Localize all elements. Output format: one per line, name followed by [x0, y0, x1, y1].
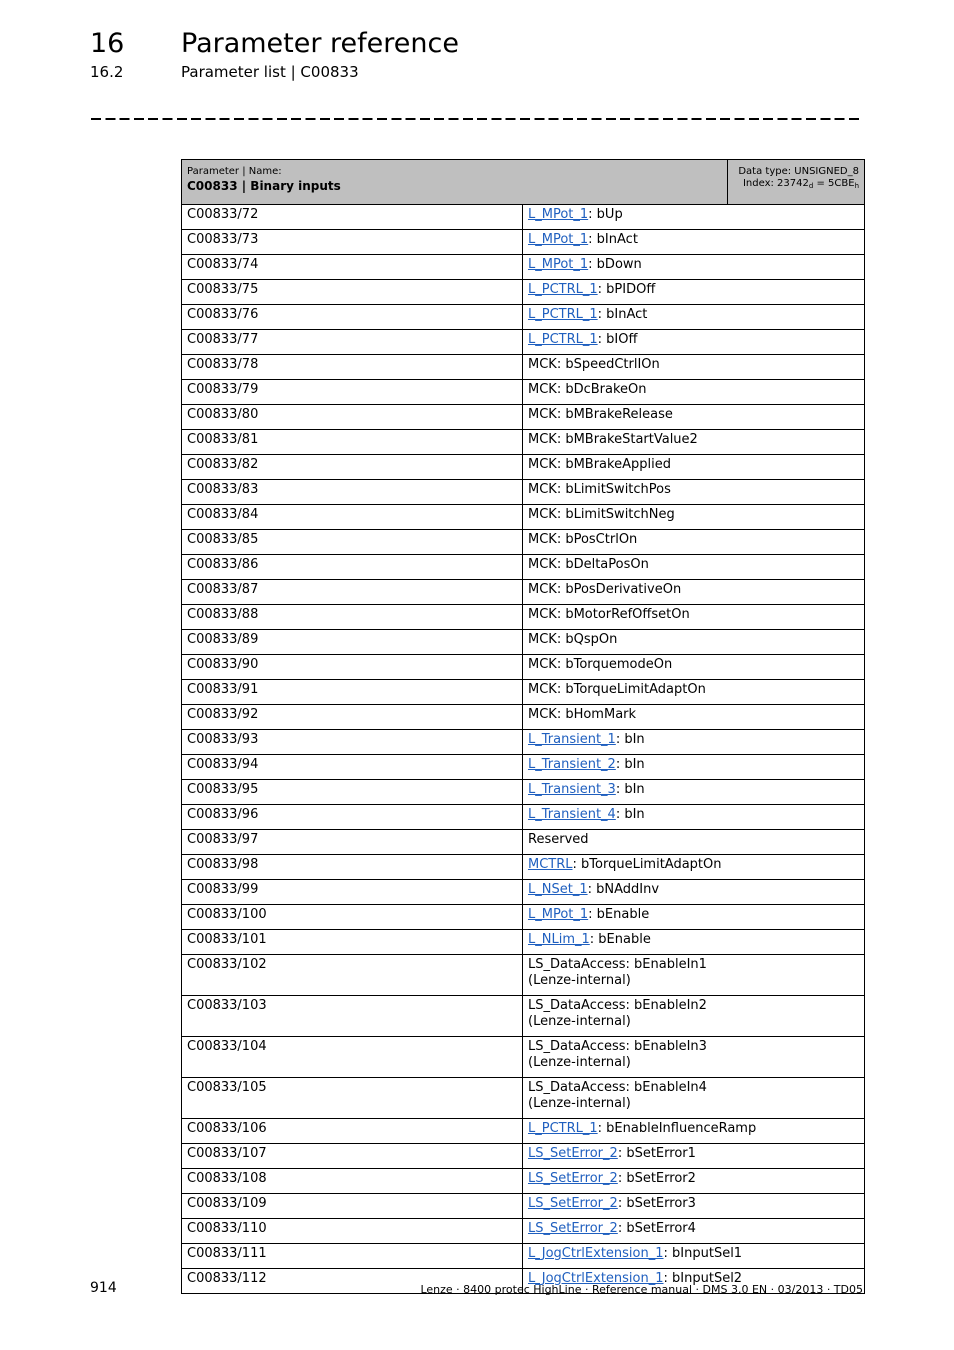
signal-name-text: : bInputSel1 [663, 1246, 743, 1261]
signal-name-text: MCK: bMBrakeRelease [528, 407, 673, 422]
parameter-cell: C00833/109 [182, 1194, 523, 1219]
signal-name-cell [523, 1144, 865, 1169]
function-block-link[interactable]: L_MPot_1 [528, 257, 589, 272]
signal-name-cell [523, 730, 865, 755]
table-row [182, 1078, 865, 1119]
section-number: 16.2 [90, 63, 124, 81]
parameter-cell: C00833/93 [182, 730, 523, 755]
parameter-cell: C00833/102 [182, 955, 523, 996]
function-block-link[interactable]: L_PCTRL_1 [528, 332, 598, 347]
table-row [182, 730, 865, 755]
table-row [182, 555, 865, 580]
function-block-link[interactable]: L_PCTRL_1 [528, 307, 598, 322]
data-type-header [728, 160, 865, 205]
parameter-cell: C00833/97 [182, 830, 523, 855]
signal-name-cell [523, 455, 865, 480]
table-row [182, 1037, 865, 1078]
table-row [182, 655, 865, 680]
signal-note-text: (Lenze-internal) [528, 1055, 631, 1070]
table-row [182, 505, 865, 530]
signal-name-cell [523, 755, 865, 780]
table-row [182, 805, 865, 830]
page-number: 914 [90, 1280, 117, 1296]
signal-name-text: : bIn [615, 782, 645, 797]
table-header-row [182, 160, 865, 205]
signal-note-text: (Lenze-internal) [528, 1014, 631, 1029]
signal-name-text: : bNAddInv [587, 882, 660, 897]
signal-name-cell [523, 255, 865, 280]
table-row [182, 480, 865, 505]
signal-name-text: : bSetError2 [617, 1171, 696, 1186]
parameter-cell: C00833/107 [182, 1144, 523, 1169]
signal-name-text: : bInputSel2 [663, 1271, 743, 1286]
function-block-link[interactable]: L_MPot_1 [528, 207, 589, 222]
signal-name-cell [523, 1244, 865, 1269]
signal-name-text: : bIn [615, 807, 645, 822]
signal-name-text: MCK: bQspOn [528, 632, 618, 647]
chapter-number: 16 [90, 28, 125, 59]
signal-name-cell [523, 555, 865, 580]
signal-name-text: MCK: bLimitSwitchPos [528, 482, 671, 497]
document-info: Lenze · 8400 protec HighLine · Reference manual · DMS 3.0 EN · 03/2013 · TD05 [420, 1283, 863, 1296]
table-row [182, 1194, 865, 1219]
signal-name-cell [523, 330, 865, 355]
signal-name-cell [523, 1078, 865, 1119]
parameter-cell: C00833/74 [182, 255, 523, 280]
signal-name-cell [523, 930, 865, 955]
function-block-link[interactable]: L_Transient_3 [528, 782, 616, 797]
parameter-table [181, 159, 865, 1294]
parameter-name-header [182, 160, 728, 205]
parameter-cell: C00833/95 [182, 780, 523, 805]
parameter-cell: C00833/77 [182, 330, 523, 355]
table-row [182, 930, 865, 955]
table-row [182, 1119, 865, 1144]
signal-name-text: MCK: bHomMark [528, 707, 637, 722]
parameter-cell: C00833/108 [182, 1169, 523, 1194]
function-block-link[interactable]: L_Transient_1 [528, 732, 616, 747]
function-block-link[interactable]: L_Transient_2 [528, 757, 616, 772]
parameter-cell: C00833/111 [182, 1244, 523, 1269]
function-block-link[interactable]: LS_SetError_2 [528, 1221, 618, 1236]
signal-name-text: MCK: bDeltaPosOn [528, 557, 649, 572]
parameter-cell: C00833/79 [182, 380, 523, 405]
table-row [182, 1219, 865, 1244]
function-block-link[interactable]: L_MPot_1 [528, 907, 589, 922]
index-label [728, 178, 859, 190]
parameter-cell: C00833/94 [182, 755, 523, 780]
signal-name-cell [523, 305, 865, 330]
function-block-link[interactable]: LS_SetError_2 [528, 1146, 618, 1161]
signal-name-text: MCK: bMotorRefOffsetOn [528, 607, 690, 622]
table-row [182, 996, 865, 1037]
signal-name-text: : bPIDOff [597, 282, 656, 297]
signal-name-text: : bDown [588, 257, 642, 272]
function-block-link[interactable]: L_JogCtrlExtension_1 [528, 1246, 664, 1261]
signal-name-cell [523, 655, 865, 680]
table-row [182, 1169, 865, 1194]
table-row [182, 630, 865, 655]
parameter-cell: C00833/103 [182, 996, 523, 1037]
table-row [182, 705, 865, 730]
signal-name-text: MCK: bPosCtrlOn [528, 532, 638, 547]
signal-name-cell [523, 880, 865, 905]
signal-name-cell [523, 505, 865, 530]
table-row [182, 605, 865, 630]
table-row [182, 305, 865, 330]
table-row [182, 905, 865, 930]
header-divider [91, 118, 861, 120]
signal-name-text: LS_DataAccess: bEnableIn4 [528, 1080, 707, 1095]
parameter-cell: C00833/90 [182, 655, 523, 680]
table-row [182, 1244, 865, 1269]
parameter-cell: C00833/99 [182, 880, 523, 905]
signal-name-text: : bEnable [588, 907, 650, 922]
signal-name-cell [523, 905, 865, 930]
parameter-cell: C00833/75 [182, 280, 523, 305]
signal-name-text: Reserved [528, 832, 589, 847]
signal-name-cell [523, 1194, 865, 1219]
function-block-link[interactable]: L_NSet_1 [528, 882, 588, 897]
parameter-cell: C00833/78 [182, 355, 523, 380]
signal-name-text: LS_DataAccess: bEnableIn2 [528, 998, 707, 1013]
table-row [182, 205, 865, 230]
signal-name-text: : bUp [588, 207, 623, 222]
signal-name-cell [523, 855, 865, 880]
parameter-cell: C00833/76 [182, 305, 523, 330]
signal-note-text: (Lenze-internal) [528, 973, 631, 988]
function-block-link[interactable]: L_PCTRL_1 [528, 1121, 598, 1136]
signal-name-cell [523, 680, 865, 705]
table-row [182, 280, 865, 305]
signal-name-cell [523, 705, 865, 730]
signal-name-cell [523, 805, 865, 830]
signal-name-text: : bSetError1 [617, 1146, 696, 1161]
function-block-link[interactable]: MCTRL [528, 857, 573, 872]
table-row [182, 755, 865, 780]
signal-name-cell [523, 430, 865, 455]
index-prefix: Index: 23742 [742, 178, 809, 189]
function-block-link[interactable]: L_PCTRL_1 [528, 282, 598, 297]
signal-name-text: LS_DataAccess: bEnableIn1 [528, 957, 707, 972]
signal-name-text: : bIn [615, 732, 645, 747]
function-block-link[interactable]: L_NLim_1 [528, 932, 590, 947]
parameter-cell: C00833/89 [182, 630, 523, 655]
table-row [182, 530, 865, 555]
table-row [182, 580, 865, 605]
parameter-cell: C00833/81 [182, 430, 523, 455]
parameter-cell: C00833/96 [182, 805, 523, 830]
function-block-link[interactable]: LS_SetError_2 [528, 1196, 618, 1211]
signal-name-text: : bInAct [588, 232, 638, 247]
signal-name-cell [523, 780, 865, 805]
table-row [182, 405, 865, 430]
signal-name-cell [523, 1169, 865, 1194]
parameter-cell: C00833/87 [182, 580, 523, 605]
signal-name-cell [523, 355, 865, 380]
signal-name-text: : bInAct [597, 307, 648, 322]
signal-name-cell [523, 955, 865, 996]
table-row [182, 430, 865, 455]
parameter-cell: C00833/100 [182, 905, 523, 930]
table-row [182, 330, 865, 355]
signal-name-cell [523, 1037, 865, 1078]
signal-name-cell [523, 205, 865, 230]
table-row [182, 455, 865, 480]
signal-name-text: : bSetError3 [617, 1196, 696, 1211]
signal-name-text: : bEnableInfluenceRamp [597, 1121, 757, 1136]
signal-name-cell [523, 996, 865, 1037]
parameter-cell: C00833/92 [182, 705, 523, 730]
table-row [182, 230, 865, 255]
signal-name-text: MCK: bDcBrakeOn [528, 382, 647, 397]
parameter-cell: C00833/112 [182, 1269, 523, 1294]
table-row [182, 780, 865, 805]
index-mid: = 5CBE [813, 178, 855, 189]
signal-name-cell [523, 830, 865, 855]
table-row [182, 355, 865, 380]
parameter-cell: C00833/72 [182, 205, 523, 230]
table-row [182, 830, 865, 855]
parameter-cell: C00833/88 [182, 605, 523, 630]
parameter-cell: C00833/110 [182, 1219, 523, 1244]
signal-name-text: MCK: bTorqueLimitAdaptOn [528, 682, 706, 697]
section-title: Parameter list | C00833 [181, 63, 359, 81]
parameter-cell: C00833/86 [182, 555, 523, 580]
table-row [182, 855, 865, 880]
signal-name-text: : bIOff [597, 332, 638, 347]
parameter-cell: C00833/82 [182, 455, 523, 480]
table-row [182, 680, 865, 705]
signal-name-cell [523, 1219, 865, 1244]
parameter-cell: C00833/84 [182, 505, 523, 530]
parameter-name-value: C00833 | Binary inputs [187, 179, 341, 193]
parameter-cell: C00833/106 [182, 1119, 523, 1144]
data-type-label: Data type: UNSIGNED_8 [738, 166, 859, 177]
signal-name-cell [523, 580, 865, 605]
parameter-cell: C00833/101 [182, 930, 523, 955]
signal-name-text: MCK: bSpeedCtrlIOn [528, 357, 660, 372]
signal-name-text: MCK: bMBrakeApplied [528, 457, 671, 472]
parameter-cell: C00833/104 [182, 1037, 523, 1078]
index-sub-d: d [808, 182, 814, 190]
parameter-cell: C00833/105 [182, 1078, 523, 1119]
parameter-cell: C00833/73 [182, 230, 523, 255]
signal-name-cell [523, 380, 865, 405]
signal-name-cell [523, 530, 865, 555]
parameter-cell: C00833/98 [182, 855, 523, 880]
table-row [182, 380, 865, 405]
parameter-cell: C00833/83 [182, 480, 523, 505]
index-sub-h: h [854, 182, 859, 190]
signal-name-cell [523, 230, 865, 255]
signal-name-text: MCK: bTorquemodeOn [528, 657, 673, 672]
function-block-link[interactable]: L_JogCtrlExtension_1 [528, 1271, 664, 1286]
signal-name-text: MCK: bMBrakeStartValue2 [528, 432, 698, 447]
signal-name-text: : bEnable [589, 932, 651, 947]
table-row [182, 1144, 865, 1169]
signal-name-text: : bIn [615, 757, 645, 772]
parameter-cell: C00833/91 [182, 680, 523, 705]
function-block-link[interactable]: L_MPot_1 [528, 232, 589, 247]
parameter-cell: C00833/80 [182, 405, 523, 430]
signal-name-cell [523, 280, 865, 305]
table-row [182, 255, 865, 280]
signal-name-cell [523, 480, 865, 505]
signal-name-text: MCK: bPosDerivativeOn [528, 582, 682, 597]
signal-name-text: LS_DataAccess: bEnableIn3 [528, 1039, 707, 1054]
signal-name-cell [523, 605, 865, 630]
parameter-name-caption: Parameter | Name: [187, 166, 282, 177]
signal-name-text: MCK: bLimitSwitchNeg [528, 507, 675, 522]
signal-name-text: : bSetError4 [617, 1221, 696, 1236]
signal-name-cell [523, 630, 865, 655]
signal-name-cell [523, 1119, 865, 1144]
chapter-title: Parameter reference [181, 28, 459, 59]
signal-name-text: : bTorqueLimitAdaptOn [572, 857, 722, 872]
table-row [182, 880, 865, 905]
signal-note-text: (Lenze-internal) [528, 1096, 631, 1111]
signal-name-cell [523, 405, 865, 430]
parameter-cell: C00833/85 [182, 530, 523, 555]
function-block-link[interactable]: L_Transient_4 [528, 807, 616, 822]
table-row [182, 955, 865, 996]
function-block-link[interactable]: LS_SetError_2 [528, 1171, 618, 1186]
